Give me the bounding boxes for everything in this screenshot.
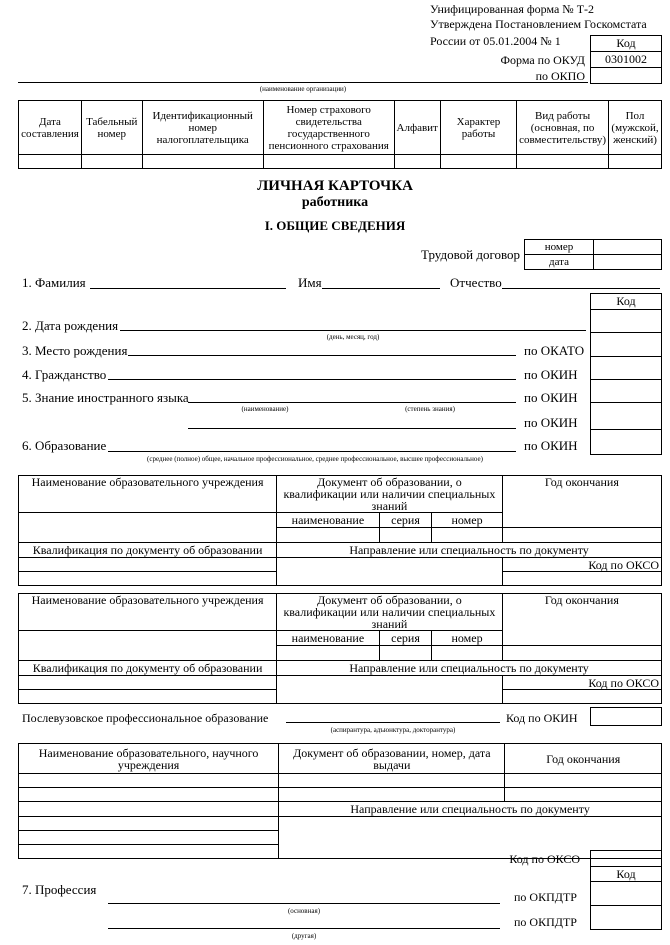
profession-other-caption: (другая) <box>291 932 317 940</box>
edu1-qual-header: Квалификация по документу об образовании <box>19 543 277 558</box>
edu2-doc-header: Документ об образовании, о квалификации или наличии специальных знаний <box>277 594 503 631</box>
birthplace-field[interactable] <box>128 355 516 356</box>
pg-doc-header: Документ об образовании, номер, дата выдачи <box>279 744 505 774</box>
card-title: ЛИЧНАЯ КАРТОЧКА <box>257 178 413 194</box>
col-inn: Идентификационный номер налогоплательщика <box>142 101 263 155</box>
code-okin-language[interactable] <box>590 379 662 403</box>
pg-okso-cell[interactable] <box>590 850 662 867</box>
postgrad-caption: (аспирантура, адъюнктура, докторантура) <box>330 726 456 734</box>
citizenship-label: 4. Гражданство <box>22 367 107 382</box>
card-subtitle: работника <box>301 195 369 210</box>
okpdtr2-label: по ОКПДТР <box>514 915 577 929</box>
org-name-caption: (наименование организации) <box>259 85 347 93</box>
edu2-name-cell[interactable] <box>277 646 380 661</box>
kod-column-header: Код <box>590 293 662 310</box>
pg-inst-cell5[interactable] <box>19 831 279 845</box>
top-info-table <box>18 100 662 169</box>
cell-date[interactable] <box>19 155 82 169</box>
birthdate-field[interactable] <box>120 330 586 331</box>
code-okin-language-level[interactable] <box>590 402 662 430</box>
okpdtr1-cell[interactable] <box>590 881 662 906</box>
okpdtr1-label: по ОКПДТР <box>514 890 577 904</box>
edu2-year-header: Год окончания <box>502 594 661 646</box>
edu2-year-cell[interactable] <box>502 646 661 661</box>
edu2-name-header: наименование <box>277 631 380 646</box>
birthdate-label: 2. Дата рождения <box>22 318 119 333</box>
code-birthdate[interactable] <box>590 309 662 333</box>
edu1-inst-cell[interactable] <box>19 513 277 543</box>
education-caption: (среднее (полное) общее, начальное профессиональное, среднее профессиональное, высшее профессиональное) <box>147 455 483 463</box>
birthplace-label: 3. Место рождения <box>22 343 128 358</box>
contract-date-cell[interactable] <box>594 255 662 270</box>
code-okin-education[interactable] <box>590 429 662 455</box>
edu2-spec-header: Направление или специальность по документу <box>277 661 662 676</box>
edu1-spec-header: Направление или специальность по документу <box>277 543 662 558</box>
okpo-label: по ОКПО <box>535 69 585 83</box>
col-snils: Номер страхового свидетельства государственного пенсионного страхования <box>263 101 394 155</box>
col-alphabet: Алфавит <box>394 101 440 155</box>
language-second-field[interactable] <box>188 428 516 429</box>
okud-label: Форма по ОКУД <box>500 53 585 67</box>
contract-number-cell[interactable] <box>594 240 662 255</box>
edu1-qual-cell2[interactable] <box>19 572 277 586</box>
edu1-series-cell[interactable] <box>379 528 432 543</box>
code-okin-citizenship[interactable] <box>590 356 662 380</box>
edu1-okso-cell[interactable] <box>502 572 661 586</box>
edu1-year-header: Год окончания <box>502 476 661 528</box>
profession-label: 7. Профессия <box>22 882 97 897</box>
profession-main-field[interactable] <box>108 903 500 904</box>
pg-doc-cell2[interactable] <box>279 788 505 802</box>
col-work-character: Характер работы <box>440 101 516 155</box>
okud-value: 0301002 <box>590 51 662 68</box>
cell-snils[interactable] <box>263 155 394 169</box>
language-field[interactable] <box>188 402 516 403</box>
postgrad-okin-label: Код по ОКИН <box>506 711 578 725</box>
cell-work-character[interactable] <box>440 155 516 169</box>
edu1-spec-cell[interactable] <box>277 558 503 586</box>
edu2-okso-cell[interactable] <box>502 690 661 704</box>
cell-work-type[interactable] <box>517 155 609 169</box>
postgrad-label: Послевузовское профессиональное образование <box>22 711 269 725</box>
approval-date-line: России от 05.01.2004 № 1 <box>430 34 561 48</box>
surname-label: 1. Фамилия <box>22 275 86 290</box>
approval-line: Утверждена Постановлением Госкомстата <box>430 17 647 31</box>
edu2-qual-cell2[interactable] <box>19 690 277 704</box>
edu1-year-cell[interactable] <box>502 528 661 543</box>
pg-year-cell1[interactable] <box>505 774 662 788</box>
section-title: I. ОБЩИЕ СВЕДЕНИЯ <box>264 218 406 233</box>
pg-spec-header: Направление или специальность по документу <box>279 802 662 817</box>
edu1-okso-label: Код по ОКСО <box>502 558 661 572</box>
pg-inst-cell4[interactable] <box>19 817 279 831</box>
edu1-number-cell[interactable] <box>432 528 502 543</box>
edu1-number-header: номер <box>432 513 502 528</box>
pg-year-header: Год окончания <box>505 744 662 774</box>
patronymic-field[interactable] <box>502 288 660 289</box>
contract-label: Трудовой договор <box>421 247 520 262</box>
contract-date-label: дата <box>525 255 594 270</box>
surname-field[interactable] <box>90 288 286 289</box>
patronymic-label: Отчество <box>450 275 502 290</box>
pg-year-cell2[interactable] <box>505 788 662 802</box>
name-field[interactable] <box>322 288 440 289</box>
okin-citizenship-label: по ОКИН <box>524 367 578 382</box>
edu2-inst-cell[interactable] <box>19 631 277 661</box>
edu2-series-header: серия <box>379 631 432 646</box>
language-label: 5. Знание иностранного языка <box>22 390 189 405</box>
pg-inst-header: Наименование образовательного, научного учреждения <box>19 744 279 774</box>
okpo-value-box[interactable] <box>590 67 662 84</box>
edu1-name-header: наименование <box>277 513 380 528</box>
pg-doc-cell1[interactable] <box>279 774 505 788</box>
col-gender: Пол (мужской, женский) <box>609 101 662 155</box>
profession-main-caption: (основная) <box>287 907 321 915</box>
education-table-2 <box>18 593 662 704</box>
okin-education-label: по ОКИН <box>524 438 578 453</box>
code-okato[interactable] <box>590 332 662 357</box>
edu2-okso-label: Код по ОКСО <box>502 676 661 690</box>
name-label: Имя <box>298 275 322 290</box>
pg-inst-cell3[interactable] <box>19 802 279 817</box>
language-level-caption: (степень знания) <box>405 405 455 413</box>
cell-alphabet[interactable] <box>394 155 440 169</box>
language-name-caption: (наименование) <box>241 405 289 413</box>
okin-language-label: по ОКИН <box>524 390 578 405</box>
pg-inst-cell6[interactable] <box>19 845 279 859</box>
kod-header: Код <box>590 35 662 52</box>
edu1-inst-header: Наименование образовательного учреждения <box>19 476 277 513</box>
contract-table <box>524 239 662 270</box>
contract-number-label: номер <box>525 240 594 255</box>
cell-inn[interactable] <box>142 155 263 169</box>
birthdate-caption: (день, месяц, год) <box>326 333 380 341</box>
pg-inst-cell1[interactable] <box>19 774 279 788</box>
col-work-type: Вид работы (основная, по совместительству) <box>517 101 609 155</box>
profession-kod-header: Код <box>590 866 662 882</box>
cell-tab-number[interactable] <box>81 155 142 169</box>
postgrad-okin-cell[interactable] <box>590 707 662 726</box>
pg-okso-label: Код по ОКСО <box>509 852 580 866</box>
edu1-doc-header: Документ об образовании, о квалификации или наличии специальных знаний <box>277 476 503 513</box>
postgrad-table <box>18 743 662 859</box>
edu2-number-cell[interactable] <box>432 646 502 661</box>
cell-gender[interactable] <box>609 155 662 169</box>
edu2-number-header: номер <box>432 631 502 646</box>
edu2-qual-header: Квалификация по документу об образовании <box>19 661 277 676</box>
education-field[interactable] <box>108 451 516 452</box>
edu2-spec-cell[interactable] <box>277 676 503 704</box>
org-name-line[interactable] <box>18 82 588 83</box>
education-table-1 <box>18 475 662 586</box>
pg-inst-cell2[interactable] <box>19 788 279 802</box>
col-tab-number: Табельный номер <box>81 101 142 155</box>
education-label: 6. Образование <box>22 438 107 453</box>
citizenship-field[interactable] <box>108 379 516 380</box>
okin-language2-label: по ОКИН <box>524 415 578 430</box>
col-date: Дата составления <box>19 101 82 155</box>
postgrad-field[interactable] <box>286 722 500 723</box>
edu2-inst-header: Наименование образовательного учреждения <box>19 594 277 631</box>
okpdtr2-cell[interactable] <box>590 905 662 930</box>
form-code-line: Унифицированная форма № Т-2 <box>430 2 595 16</box>
edu2-qual-cell[interactable] <box>19 676 277 690</box>
okato-label: по ОКАТО <box>524 343 585 358</box>
edu1-qual-cell[interactable] <box>19 558 277 572</box>
edu2-series-cell[interactable] <box>379 646 432 661</box>
edu1-series-header: серия <box>379 513 432 528</box>
edu1-name-cell[interactable] <box>277 528 380 543</box>
profession-other-field[interactable] <box>108 928 500 929</box>
